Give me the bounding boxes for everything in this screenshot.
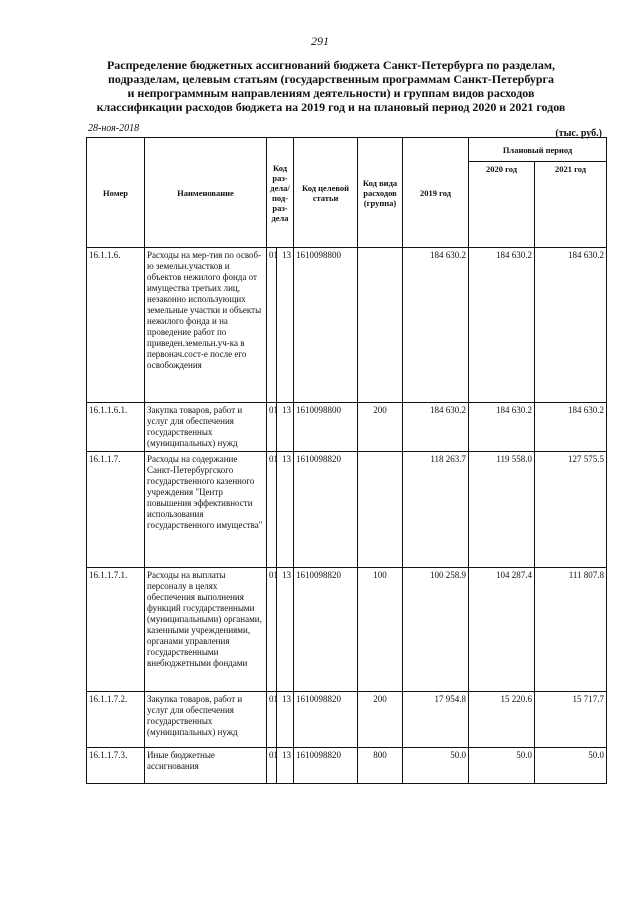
row-expense-type <box>358 452 403 568</box>
row-subsection-code: 13 <box>277 403 294 452</box>
row-section-code: 01 <box>267 748 277 784</box>
row-expense-type: 200 <box>358 692 403 748</box>
row-section-code: 01 <box>267 692 277 748</box>
row-target-code: 1610098820 <box>294 568 358 692</box>
row-target-code: 1610098800 <box>294 403 358 452</box>
table-row <box>87 692 607 748</box>
units-label: (тыс. руб.) <box>555 128 602 139</box>
header-expense-type: Код вида расходов (группа) <box>358 138 403 248</box>
row-subsection-code: 13 <box>277 568 294 692</box>
row-value-2020: 184 630.2 <box>469 248 535 403</box>
row-value-2021: 127 575.5 <box>535 452 607 568</box>
table-row <box>87 452 607 568</box>
title-line: подразделам, целевым статьям (государственным программам Санкт-Петербурга <box>108 72 554 86</box>
row-name: Расходы на мер-тия по освоб-ю земельн.участков и объектов нежилого фонда от имущества третьих лиц, незаконно использующих земельные участки и объекты нежилого фонда и на проведение работ по приведен.земельн.уч-ка в первонач.сост-е после его освобождения <box>145 248 267 403</box>
document-date: 28-ноя-2018 <box>88 123 140 134</box>
row-value-2019: 50.0 <box>403 748 469 784</box>
title-line: классификации расходов бюджета на 2019 год и на плановый период 2020 и 2021 годов <box>96 100 566 114</box>
row-value-2020: 104 287.4 <box>469 568 535 692</box>
row-number: 16.1.1.7.1. <box>87 568 145 692</box>
row-number: 16.1.1.6.1. <box>87 403 145 452</box>
table-row <box>87 748 607 784</box>
title-line: Распределение бюджетных ассигнований бюджета Санкт-Петербурга по разделам, <box>106 58 556 72</box>
row-value-2020: 15 220.6 <box>469 692 535 748</box>
row-number: 16.1.1.7.3. <box>87 748 145 784</box>
header-2019: 2019 год <box>403 138 469 248</box>
title-line: и непрограммным направлениям деятельности) и группам видов расходов <box>127 86 535 100</box>
row-value-2019: 184 630.2 <box>403 248 469 403</box>
row-subsection-code: 13 <box>277 452 294 568</box>
row-target-code: 1610098800 <box>294 248 358 403</box>
row-number: 16.1.1.7. <box>87 452 145 568</box>
page-number: 291 <box>311 34 329 48</box>
row-value-2021: 15 717.7 <box>535 692 607 748</box>
header-target: Код целевой статьи <box>294 138 358 248</box>
row-target-code: 1610098820 <box>294 452 358 568</box>
row-name: Иные бюджетные ассигнования <box>145 748 267 784</box>
row-number: 16.1.1.7.2. <box>87 692 145 748</box>
header-2020: 2020 год <box>469 162 535 248</box>
row-value-2020: 119 558.0 <box>469 452 535 568</box>
header-planned-period: Плановый период <box>469 138 607 162</box>
header-section: Код раз- дела/ под- раз- дела <box>267 138 294 248</box>
row-value-2020: 184 630.2 <box>469 403 535 452</box>
document-title <box>96 58 566 114</box>
row-section-code: 01 <box>267 248 277 403</box>
row-expense-type: 800 <box>358 748 403 784</box>
table-row <box>87 248 607 403</box>
row-target-code: 1610098820 <box>294 692 358 748</box>
row-expense-type <box>358 248 403 403</box>
row-expense-type: 200 <box>358 403 403 452</box>
row-subsection-code: 13 <box>277 692 294 748</box>
row-subsection-code: 13 <box>277 248 294 403</box>
row-expense-type: 100 <box>358 568 403 692</box>
row-subsection-code: 13 <box>277 748 294 784</box>
row-value-2021: 184 630.2 <box>535 248 607 403</box>
row-value-2019: 118 263.7 <box>403 452 469 568</box>
row-value-2021: 111 807.8 <box>535 568 607 692</box>
row-section-code: 01 <box>267 403 277 452</box>
table-row <box>87 403 607 452</box>
row-target-code: 1610098820 <box>294 748 358 784</box>
row-value-2021: 50.0 <box>535 748 607 784</box>
row-value-2019: 17 954.8 <box>403 692 469 748</box>
row-name: Закупка товаров, работ и услуг для обеспечения государственных (муниципальных) нужд <box>145 692 267 748</box>
row-value-2020: 50.0 <box>469 748 535 784</box>
row-name: Расходы на содержание Санкт-Петербургского государственного казенного учреждения "Центр повышения эффективности использования государственного имущества" <box>145 452 267 568</box>
row-section-code: 01 <box>267 452 277 568</box>
header-number: Номер <box>87 138 145 248</box>
row-value-2019: 100 258.9 <box>403 568 469 692</box>
header-name: Наименование <box>145 138 267 248</box>
row-value-2019: 184 630.2 <box>403 403 469 452</box>
budget-table <box>86 137 607 784</box>
row-section-code: 01 <box>267 568 277 692</box>
row-value-2021: 184 630.2 <box>535 403 607 452</box>
row-number: 16.1.1.6. <box>87 248 145 403</box>
row-name: Расходы на выплаты персоналу в целях обеспечения выполнения функций государственными (муниципальными) органами, казенными учреждениями, органами управления государственными внебюджетными фондами <box>145 568 267 692</box>
row-name: Закупка товаров, работ и услуг для обеспечения государственных (муниципальных) нужд <box>145 403 267 452</box>
table-row <box>87 568 607 692</box>
header-2021: 2021 год <box>535 162 607 248</box>
